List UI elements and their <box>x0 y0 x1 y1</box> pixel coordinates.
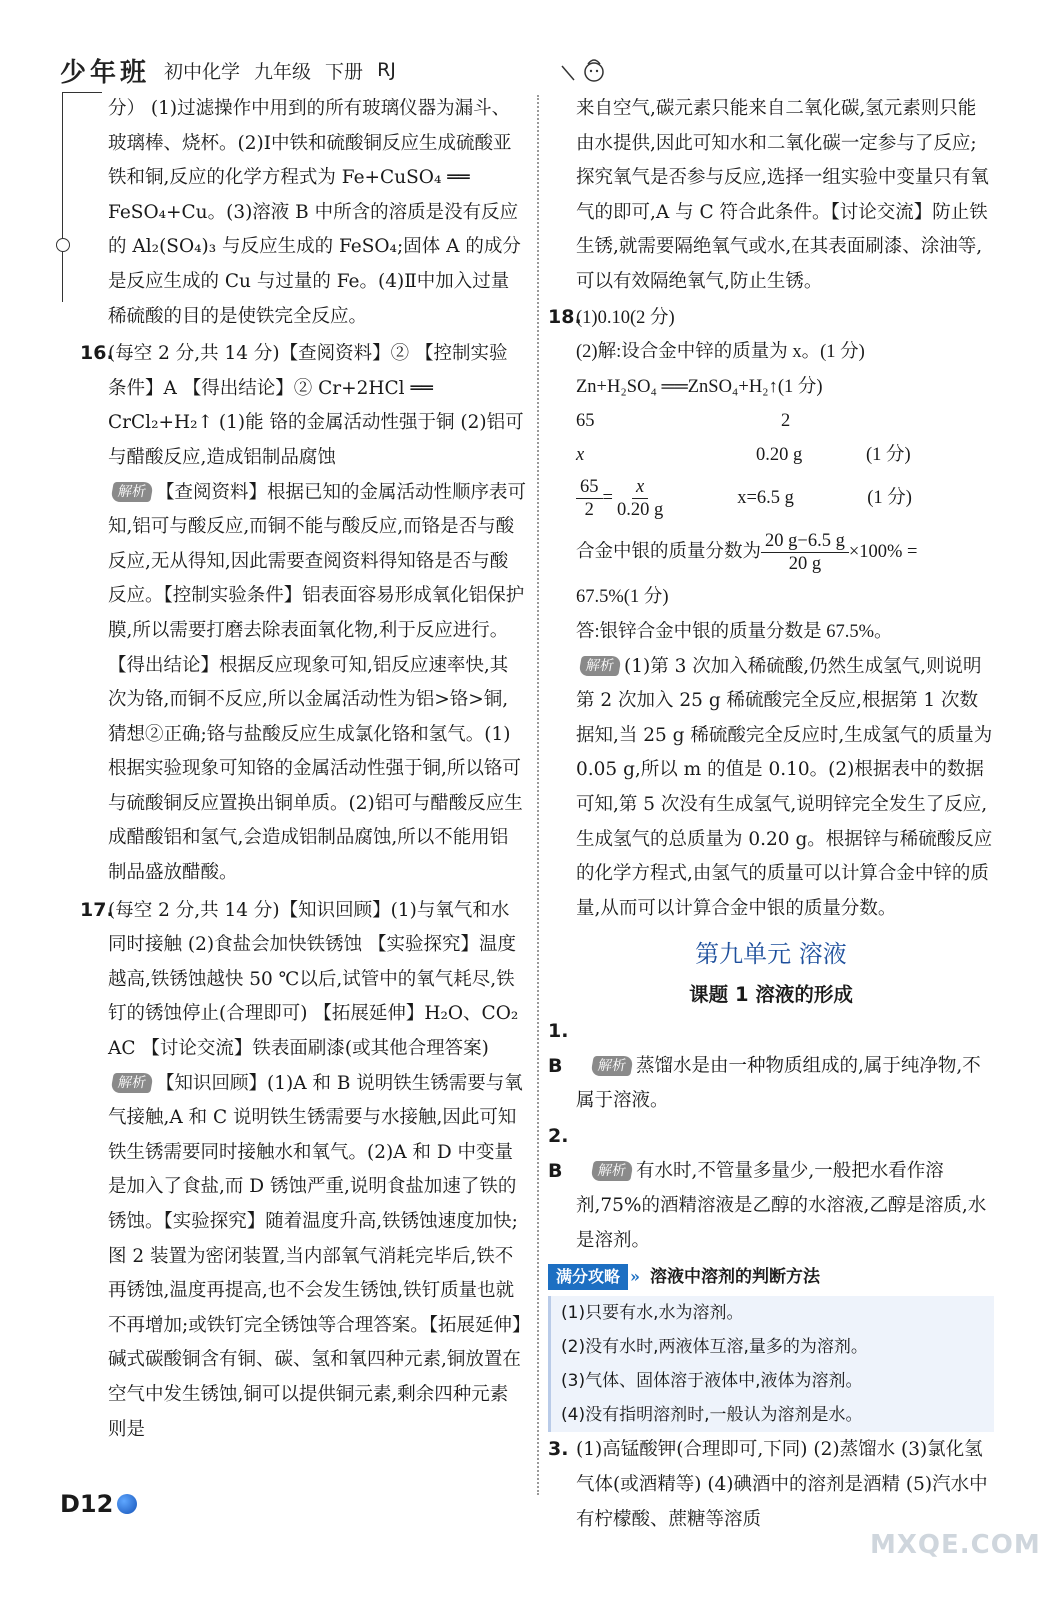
q18-final-answer: 答:银锌合金中银的质量分数是 67.5%。 <box>576 621 893 642</box>
tip-title: 溶液中溶剂的判断方法 <box>650 1267 821 1288</box>
q18-equation: Zn+H₂SO₄ ══ZnSO₄+H₂↑(1 分) <box>576 376 823 397</box>
q16-analysis-block <box>80 476 526 891</box>
q16-number: 16. <box>80 342 114 365</box>
tip-box <box>548 1260 994 1432</box>
left-column <box>80 92 526 1447</box>
unit-title: 第九单元 溶液 <box>695 940 847 969</box>
q18-x-pts: (1 分) <box>867 488 912 509</box>
q3-block <box>548 1432 994 1537</box>
q18-mass-result: 67.5%(1 分) <box>576 587 669 608</box>
chevron-right-icon: » <box>630 1267 641 1287</box>
q17-answer: (每空 2 分,共 14 分)【知识回顾】(1)与氧气和水同时接触 (2)食盐会加快铁锈蚀 【实验探究】温度越高,铁锈蚀越快 50 ℃以后,试管中的氧气耗尽,铁钉的锈蚀停止(合理即可) 【拓展延伸】H₂O、CO₂ AC 【讨论交流】铁表面刷漆(或其他合理答案) <box>108 899 519 1060</box>
term-label: 下册 <box>325 60 364 83</box>
q18-mass-label: 合金中银的质量分数为 <box>576 542 762 563</box>
pin-icon <box>56 238 70 252</box>
q2-number: 2. B <box>548 1125 569 1182</box>
q16-answer: (每空 2 分,共 14 分)【查阅资料】② 【控制实验条件】A 【得出结论】② Cr+2HCl ══ CrCl₂+H₂↑ (1)能 铬的金属活动性强于铜 (2)铝可与醋酸反应,造成铝制品腐蚀 <box>108 343 524 468</box>
q18-ratio-row-1 <box>576 404 994 438</box>
tip-badge: 满分攻略 <box>548 1264 628 1290</box>
q18-h2-mass: 0.20 g <box>756 445 803 466</box>
analysis-badge: 解析 <box>578 656 622 676</box>
q1-text: 蒸馏水是由一种物质组成的,属于纯净物,不属于溶液。 <box>576 1055 981 1112</box>
q18-mass-fraction: $\frac{20 g-6.5 g}{20 g}$ <box>761 530 849 575</box>
q16-analysis: 【查阅资料】根据已知的金属活动性顺序表可知,铝可与酸反应,而铜不能与酸反应,而铬是否与酸反应,无从得知,因此需要查阅资料得知铬是否与酸反应。【控制实验条件】铝表面容易形成氧化铝保护膜,所以需要打磨去除表面氧化物,利于反应进行。【得出结论】根据反应现象可知,铝反应速率快,其次为铬,而铜不反应,所以金属活动性为铝>铬>铜,猜想②正确;铬与盐酸反应生成氯化铬和氢气。(1)根据实验现象可知铬的金属活动性强于铜,所以铬可与硫酸铜反应置换出铜单质。(2)铝可与醋酸反应生成醋酸铝和氢气,会造成铝制品腐蚀,所以不能用铝制品盛放醋酸。 <box>108 481 527 884</box>
q17-analysis-block <box>80 1067 526 1448</box>
q18-coef-h2: 2 <box>781 411 791 432</box>
q18-x-value: x=6.5 g <box>737 488 794 509</box>
q1-block <box>548 1014 994 1119</box>
tip-item: (4)没有指明溶剂时,一般认为溶剂是水。 <box>561 1405 863 1426</box>
q15-text: 分） (1)过滤操作中用到的所有玻璃仪器为漏斗、玻璃棒、烧杯。(2)Ⅰ中铁和硫酸铜反应生成硫酸亚铁和铜,反应的化学方程式为 Fe+CuSO₄ ══ FeSO₄+Cu。(3)溶液 B 中所含的溶质是没有反应的 Al₂(SO₄)₃ 与反应生成的 FeSO₄;固体 A 的成分是反应生成的 Cu 与过量的 Fe。(4)Ⅱ中加入过量稀硫酸的目的是使铁完全反应。 <box>108 98 521 327</box>
subject-label: 初中化学 <box>164 60 241 83</box>
q18-ratio-row-2 <box>576 438 994 472</box>
lesson-title: 课题 1 溶液的形成 <box>689 983 853 1007</box>
q17-number: 17. <box>80 898 114 921</box>
tip-item: (3)气体、固体溶于液体中,液体为溶剂。 <box>561 1371 863 1392</box>
q18-fraction-1: $\frac{65}{2}$ <box>576 476 603 521</box>
tip-item: (2)没有水时,两液体互溶,量多的为溶剂。 <box>561 1337 868 1358</box>
globe-icon <box>117 1494 137 1514</box>
grade-label: 九年级 <box>254 60 312 83</box>
q18-block <box>548 300 994 650</box>
brand-logo: 少年班 <box>60 57 151 88</box>
frame-left-rule <box>62 92 64 302</box>
q2-block <box>548 1119 994 1258</box>
q18-proportion-row <box>576 472 994 524</box>
q18-equals: = <box>602 488 613 509</box>
q18-part2: (2)解:设合金中锌的质量为 x。(1 分) <box>576 342 865 363</box>
analysis-badge: 解析 <box>590 1161 634 1181</box>
edition-label: RJ <box>377 59 396 81</box>
q17-analysis: 【知识回顾】(1)A 和 B 说明铁生锈需要与氧气接触,A 和 C 说明铁生锈需要与水接触,因此可知铁生锈需要同时接触水和氧气。(2)A 和 D 中变量是加入了食盐,而 D 锈蚀严重,说明食盐加速了铁的锈蚀。【实验探究】随着温度升高,铁锈蚀速度加快;图 2 装置为密闭装置,当内部氧气消耗完毕后,铁不再锈蚀,温度再提高,也不会发生锈蚀,铁钉质量也就不再增加;或铁钉完全锈蚀等合理答案。【拓展延伸】碱式碳酸铜含有铜、碳、氢和氧四种元素,铜放置在空气中发生锈蚀,铜可以提供铜元素,剩余四种元素则是 <box>108 1072 523 1440</box>
column-divider <box>537 95 539 1495</box>
q17-block <box>80 893 526 1067</box>
q18-mass-tail: ×100% = <box>848 542 918 563</box>
q18-analysis-block <box>548 650 994 927</box>
tip-list <box>548 1296 994 1432</box>
q18-pts: (1 分) <box>866 445 911 466</box>
analysis-badge: 解析 <box>590 1056 634 1076</box>
page-number <box>60 1490 137 1518</box>
analysis-badge: 解析 <box>110 482 154 502</box>
page-number-label: D12 <box>60 1490 114 1518</box>
q18-mass-fraction-row <box>576 524 994 580</box>
q17-cont-text: 来自空气,碳元素只能来自二氧化碳,氢元素则只能由水提供,因此可知水和二氧化碳一定参与了反应;探究氧气是否参与反应,选择一组实验中变量只有氧气的即可,A 与 C 符合此条件。【讨论交流】防止铁生锈,就需要隔绝氧气或水,在其表面刷漆、涂油等,可以有效隔绝氧气,防止生锈。 <box>576 98 989 292</box>
q15-continuation <box>80 92 526 334</box>
q3-text: (1)高锰酸钾(合理即可,下同) (2)蒸馏水 (3)氯化氢气体(或酒精等) (4)碘酒中的溶剂是酒精 (5)汽水中有柠檬酸、蔗糖等溶质 <box>576 1439 988 1530</box>
q18-fraction-2: $\frac{x}{0.20 g}$ <box>616 476 664 520</box>
page-header <box>60 50 620 90</box>
q17-continuation <box>548 92 994 300</box>
cartoon-icon <box>560 56 610 86</box>
q3-number: 3. <box>548 1438 569 1461</box>
q18-part1: (1)0.10(2 分) <box>576 307 675 328</box>
q18-analysis: (1)第 3 次加入稀硫酸,仍然生成氢气,则说明第 2 次加入 25 g 稀硫酸完全反应,根据第 1 次数据知,当 25 g 稀硫酸完全反应时,生成氢气的质量为 0.05 g,所以 m 的值是 0.10。(2)根据表中的数据可知,第 5 次没有生成氢气,说明锌完全发生了反应,生成氢气的总质量为 0.20 g。根据锌与稀硫酸反应的化学方程式,由氢气的质量可以计算合金中锌的质量,从而可以计算合金中银的质量分数。 <box>576 655 993 919</box>
q1-number: 1. B <box>548 1020 569 1077</box>
q16-block <box>80 336 526 475</box>
q2-text: 有水时,不管量多量少,一般把水看作溶剂,75%的酒精溶液是乙醇的水溶液,乙醇是溶质,水是溶剂。 <box>576 1160 987 1251</box>
watermark: MXQE.COM <box>870 1530 1041 1560</box>
q18-coef-zn: 65 <box>576 411 595 432</box>
tip-header <box>548 1260 994 1294</box>
q18-var-x: x <box>576 445 585 466</box>
analysis-badge: 解析 <box>110 1073 154 1093</box>
right-column <box>548 92 994 1537</box>
q18-number: 18. <box>548 305 582 328</box>
tip-item: (1)只要有水,水为溶剂。 <box>561 1303 744 1324</box>
